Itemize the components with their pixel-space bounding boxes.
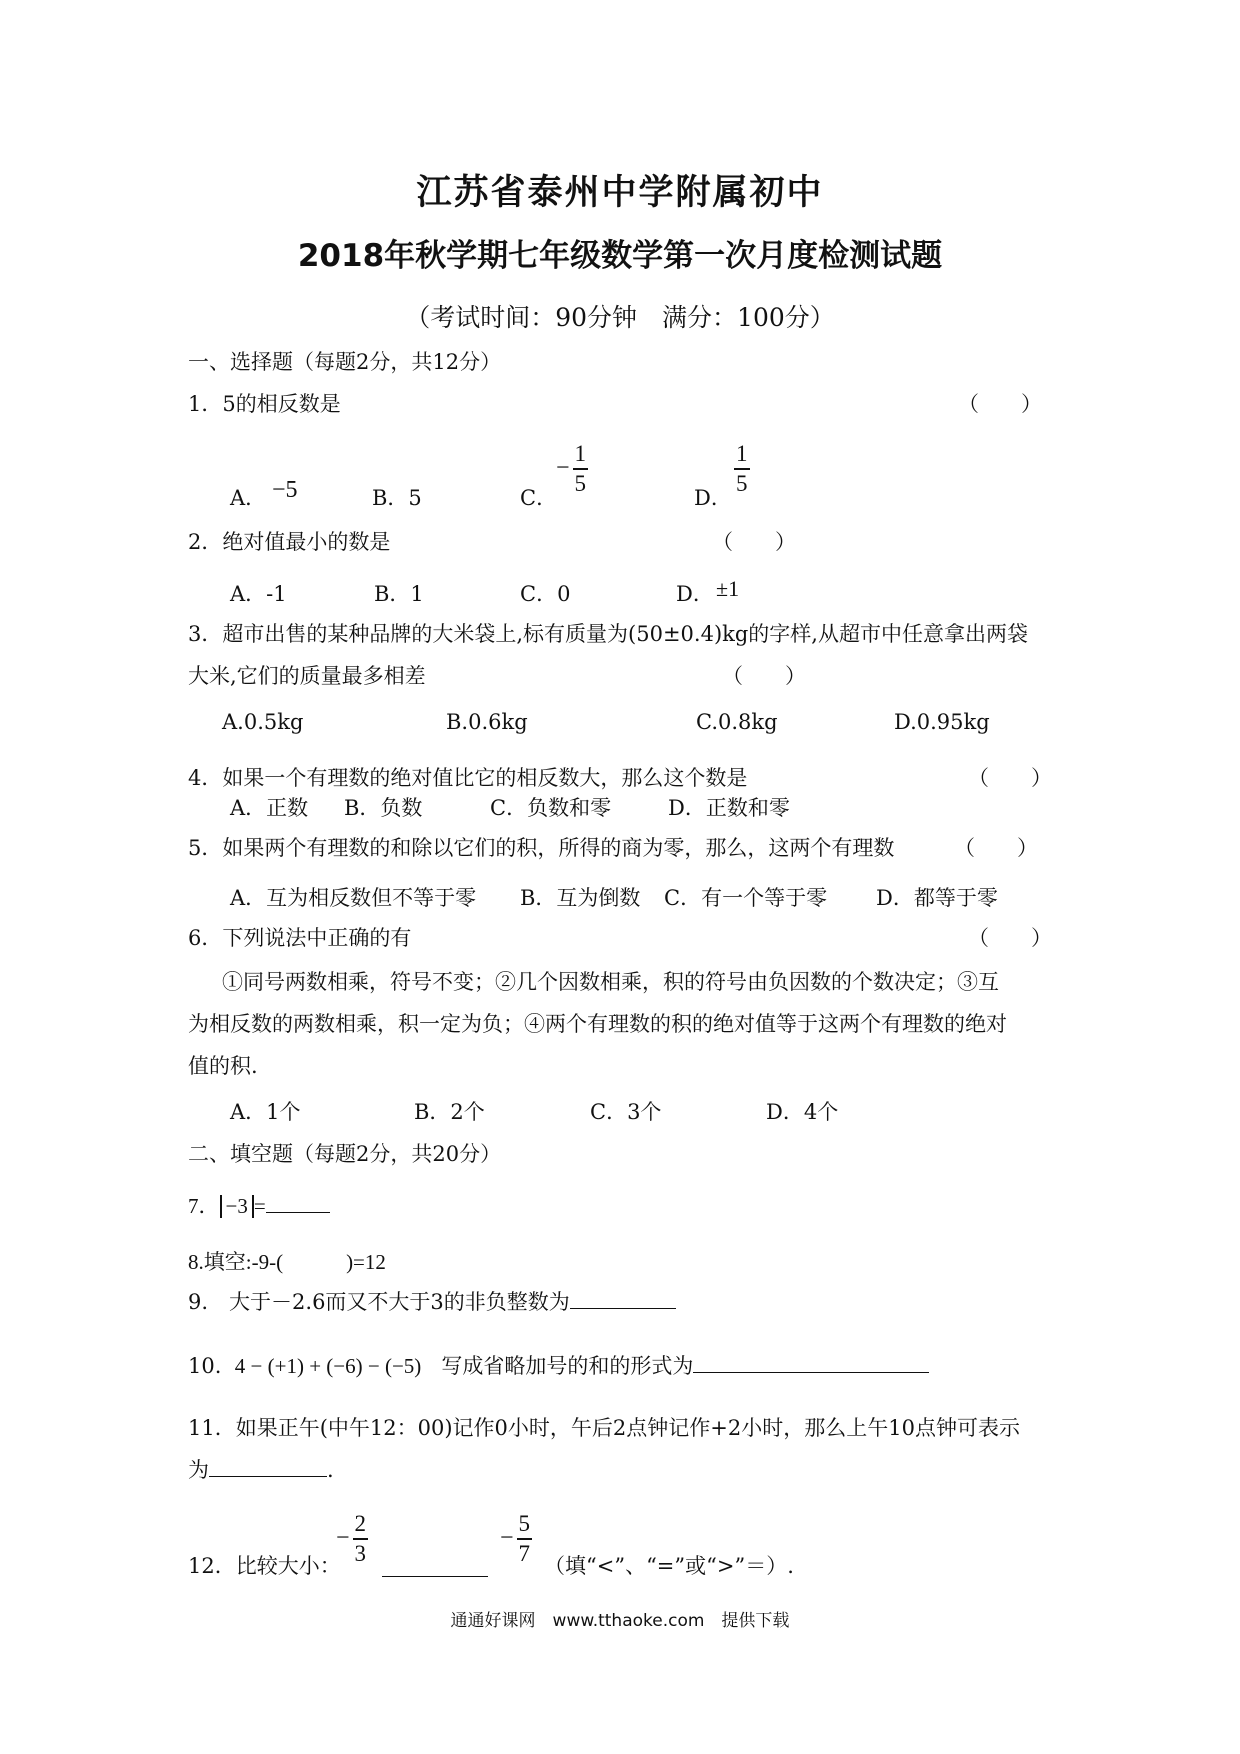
q7-absolute-value: −3 xyxy=(220,1195,254,1218)
q2-option-c: C．0 xyxy=(520,582,571,606)
q4-option-b: B．负数 xyxy=(344,796,423,820)
q9-text: 9. 大于－2.6而又不大于3的非负整数为 xyxy=(188,1290,570,1314)
q12-fraction-2-numerator: 5 xyxy=(518,1511,531,1536)
q3-stem-line2: 大米,它们的质量最多相差 xyxy=(188,664,426,688)
q1-option-c-sign: − xyxy=(556,455,570,482)
q11-line2 xyxy=(188,1458,334,1481)
q6-statement-line2: 为相反数的两数相乘，积一定为负；④两个有理数的积的绝对值等于这两个有理数的绝对 xyxy=(188,1012,1007,1036)
q11-answer-blank[interactable] xyxy=(209,1458,327,1477)
q1-option-c-label: C． xyxy=(520,486,558,510)
q9 xyxy=(188,1290,676,1313)
q3-stem-line1: 3．超市出售的某种品牌的大米袋上,标有质量为(50±0.4)kg的字样,从超市中任意拿出两袋 xyxy=(188,622,1028,646)
q6-statement-line1: ①同号两数相乘，符号不变；②几个因数相乘，积的符号由负因数的个数决定；③互 xyxy=(222,970,999,994)
q1-option-a-value: −5 xyxy=(272,477,298,503)
q1-option-b: B．5 xyxy=(372,486,422,510)
q4-option-a: A．正数 xyxy=(230,796,309,820)
q11-line2-suffix: . xyxy=(327,1458,334,1482)
q4-answer-bracket: （ ） xyxy=(968,766,1052,790)
q3-option-a: A.0.5kg xyxy=(222,710,304,734)
q2-option-a: A．-1 xyxy=(230,582,287,606)
q1-answer-bracket: （ ） xyxy=(958,392,1042,416)
q12-fraction-2-sign: − xyxy=(500,1525,514,1552)
q7-answer-blank[interactable] xyxy=(266,1194,330,1213)
q3-answer-bracket: （ ） xyxy=(722,664,806,688)
q6-stem: 6．下列说法中正确的有 xyxy=(188,926,412,950)
q6-statement-line3: 值的积. xyxy=(188,1054,258,1078)
q5-answer-bracket: （ ） xyxy=(954,836,1038,860)
q4-stem: 4．如果一个有理数的绝对值比它的相反数大，那么这个数是 xyxy=(188,766,748,790)
q2-option-b: B．1 xyxy=(374,582,424,606)
q10-number: 10. xyxy=(188,1354,222,1378)
q5-option-a: A．互为相反数但不等于零 xyxy=(230,886,477,910)
q11-line1: 11．如果正午(中午12：00)记作0小时，午后2点钟记作+2小时，那么上午10点钟可表示 xyxy=(188,1416,1020,1440)
q7-equals: = xyxy=(253,1194,266,1218)
q3-option-b: B.0.6kg xyxy=(446,710,528,734)
q5-stem: 5．如果两个有理数的和除以它们的积，所得的商为零，那么，这两个有理数 xyxy=(188,836,895,860)
q1-option-c-fraction xyxy=(556,442,588,496)
q6-answer-bracket: （ ） xyxy=(968,926,1052,950)
q5-option-b: B．互为倒数 xyxy=(520,886,641,910)
q11-line2-prefix: 为 xyxy=(188,1458,209,1482)
q3-option-c: C.0.8kg xyxy=(696,710,778,734)
q1-option-c-denominator: 5 xyxy=(574,470,587,496)
q8: 8.填空:-9-( )=12 xyxy=(188,1250,386,1274)
q3-option-d: D.0.95kg xyxy=(894,710,990,734)
q5-option-d: D．都等于零 xyxy=(876,886,998,910)
q12-answer-blank[interactable] xyxy=(382,1558,488,1577)
q5-option-c: C．有一个等于零 xyxy=(664,886,828,910)
school-name: 江苏省泰州中学附属初中 xyxy=(416,172,824,213)
q2-option-d-value: ±1 xyxy=(716,576,740,601)
q4-option-d: D．正数和零 xyxy=(668,796,790,820)
q12-fraction-1 xyxy=(336,1512,368,1566)
q12-fraction-1-numerator: 2 xyxy=(354,1511,367,1536)
q10-text: 写成省略加号的和的形式为 xyxy=(441,1354,694,1378)
q12-fraction-2 xyxy=(500,1512,532,1566)
section-1-title: 一、选择题（每题2分，共12分） xyxy=(188,350,502,374)
q1-stem: 1．5的相反数是 xyxy=(188,392,341,416)
footer-source: 通通好课网 www.tthaoke.com 提供下载 xyxy=(450,1611,790,1631)
q12-text: 12．比较大小： xyxy=(188,1554,341,1578)
q1-option-a-label: A． xyxy=(230,486,267,510)
q1-option-d-label: D． xyxy=(694,486,732,510)
q1-option-c-numerator: 1 xyxy=(574,441,587,466)
exam-info: （考试时间：90分钟 满分：100分） xyxy=(405,303,835,332)
q6-option-a: A．1个 xyxy=(230,1100,301,1124)
q10 xyxy=(188,1354,929,1377)
q1-option-d-denominator: 5 xyxy=(736,470,748,496)
exam-title: 2018年秋学期七年级数学第一次月度检测试题 xyxy=(297,238,943,274)
q6-option-b: B．2个 xyxy=(414,1100,485,1124)
q6-option-c: C．3个 xyxy=(590,1100,662,1124)
q6-option-d: D．4个 xyxy=(766,1100,839,1124)
q2-option-d-label: D． xyxy=(676,582,714,606)
q12-fraction-2-denominator: 7 xyxy=(518,1540,531,1566)
q2-answer-bracket: （ ） xyxy=(712,530,796,554)
q10-expression: 4 − (+1) + (−6) − (−5) xyxy=(234,1354,422,1378)
q7-number: 7． xyxy=(188,1194,220,1218)
q1-option-d-fraction xyxy=(734,442,750,496)
q2-stem: 2．绝对值最小的数是 xyxy=(188,530,391,554)
q10-answer-blank[interactable] xyxy=(693,1354,929,1373)
q12-fraction-1-denominator: 3 xyxy=(354,1540,367,1566)
q4-option-c: C．负数和零 xyxy=(490,796,612,820)
q7 xyxy=(188,1194,330,1218)
q1-option-d-numerator: 1 xyxy=(736,441,748,466)
q12-fraction-1-sign: − xyxy=(336,1525,350,1552)
q9-answer-blank[interactable] xyxy=(570,1290,676,1309)
section-2-title: 二、填空题（每题2分，共20分） xyxy=(188,1142,502,1166)
q12-hint: （填“<”、“=”或“>”＝）. xyxy=(544,1554,794,1578)
